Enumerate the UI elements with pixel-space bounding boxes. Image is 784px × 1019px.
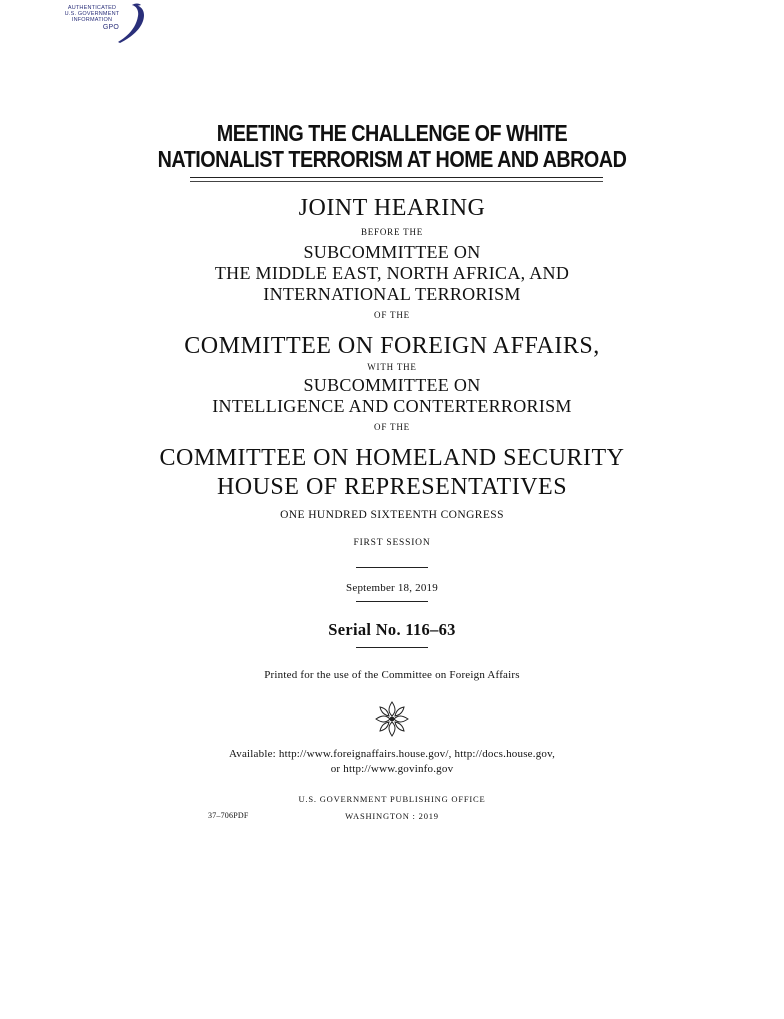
title-line-1: MEETING THE CHALLENGE OF WHITE [216, 120, 568, 146]
gpo-authenticated-logo [58, 2, 150, 44]
serial-number: Serial No. 116–63 [328, 620, 456, 639]
title-rule-thick [190, 177, 603, 178]
logo-text-authenticated: AUTHENTICATED [67, 5, 117, 11]
document-code: 37–706PDF [208, 811, 249, 820]
of-the-label-2: OF THE [374, 422, 410, 432]
subcommittee-2-line-1: SUBCOMMITTEE ON [303, 375, 481, 395]
title-line-2: NATIONALIST TERRORISM AT HOME AND ABROAD [157, 146, 627, 172]
subcommittee-2-line-2: INTELLIGENCE AND CONTERTERRORISM [212, 396, 572, 416]
before-the-label: BEFORE THE [360, 227, 424, 237]
committee-homeland-security: COMMITTEE ON HOMELAND SECURITY [159, 445, 625, 471]
availability-line-2: or http://www.govinfo.gov [330, 763, 454, 775]
subcommittee-1-line-3: INTERNATIONAL TERRORISM [263, 284, 521, 304]
logo-text-government: U.S. GOVERNMENT [64, 11, 120, 17]
congress-label: ONE HUNDRED SIXTEENTH CONGRESS [280, 509, 504, 521]
availability-line-1: Available: http://www.foreignaffairs.house.gov/, http://docs.house.gov, [228, 748, 556, 760]
subcommittee-1-line-1: SUBCOMMITTEE ON [303, 242, 481, 262]
house-of-representatives: HOUSE OF REPRESENTATIVES [216, 474, 568, 500]
title-rule-thin [190, 181, 603, 182]
serial-rule [356, 647, 428, 648]
subcommittee-1-line-2: THE MIDDLE EAST, NORTH AFRICA, AND [214, 263, 570, 283]
date-rule-top [356, 567, 428, 568]
of-the-label-1: OF THE [374, 310, 410, 320]
with-the-label: WITH THE [367, 362, 417, 372]
session-label: FIRST SESSION [353, 538, 431, 548]
hearing-date: September 18, 2019 [346, 582, 438, 594]
hearing-type: JOINT HEARING [298, 195, 486, 221]
committee-foreign-affairs: COMMITTEE ON FOREIGN AFFAIRS, [184, 333, 600, 359]
date-rule-bottom [356, 601, 428, 602]
gpo-ornament-icon [375, 700, 409, 738]
printed-for-note: Printed for the use of the Committee on Foreign Affairs [264, 669, 520, 681]
eagle-icon [114, 2, 150, 44]
logo-text-information: INFORMATION [71, 17, 113, 23]
logo-text-gpo: GPO [102, 24, 120, 31]
publishing-office: U.S. GOVERNMENT PUBLISHING OFFICE [298, 794, 486, 804]
publishing-location: WASHINGTON : 2019 [345, 811, 439, 821]
